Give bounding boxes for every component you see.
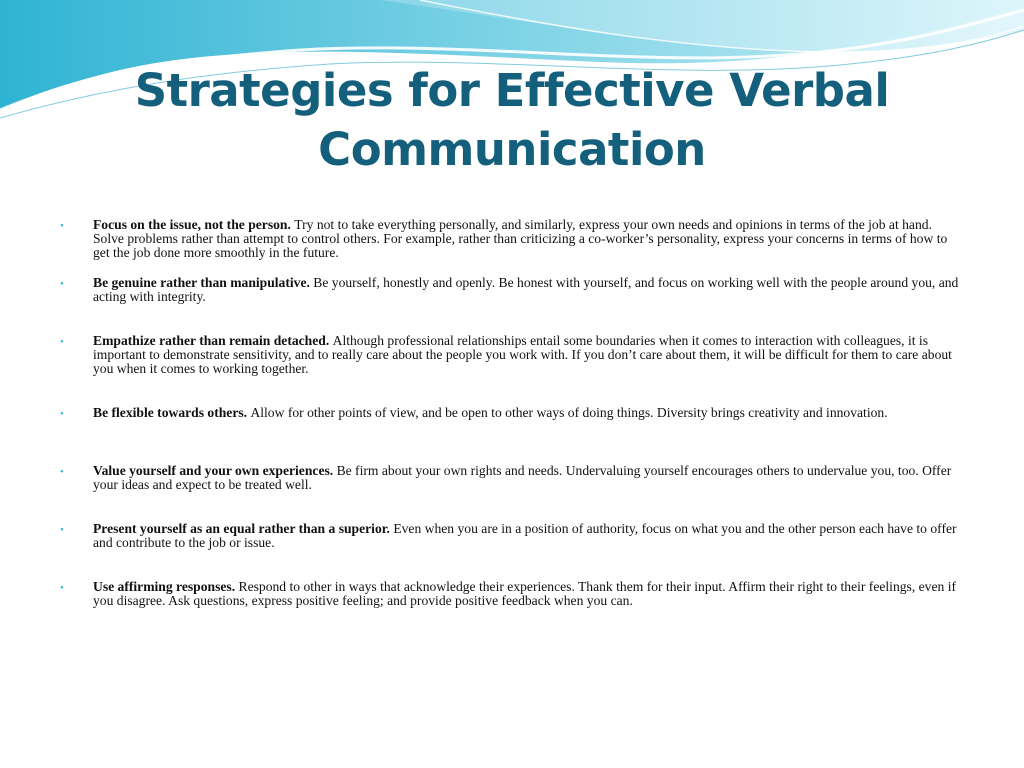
bullet-text: Even when you are in a position of authority, focus on what you and the other person each have to offer and contribute to the job or issue. [93,521,957,550]
bullet-heading: Be genuine rather than manipulative. [93,275,314,290]
bullet-heading: Focus on the issue, not the person. [93,217,295,232]
slide-title-line-1: Strategies for Effective Verbal [134,64,890,117]
slide-title [0,62,1024,179]
bullet-icon: • [60,582,64,594]
bullet-text: Be firm about your own rights and needs. Undervaluing yourself encourages others to undervalue you, too. Offer your ideas and expect to be treated well. [93,463,952,492]
bullet-text: Allow for other points of view, and be open to other ways of doing things. Diversity brings creativity and innovation. [250,405,888,420]
list-item [60,580,960,638]
list-item [60,406,960,464]
bullet-icon: • [60,408,64,420]
bullet-icon: • [60,336,64,348]
bullet-text: Respond to other in ways that acknowledge their experiences. Thank them for their input. Affirm their right to their feelings, even if you disagree. Ask questions, express positive feeling; and provide positive feedback when you can. [93,579,957,608]
bullet-text: Try not to take everything personally, and similarly, express your own needs and opinions in terms of the job at hand. Solve problems rather than attempt to control others. For example, rather than criticizing a co-worker’s personality, express your concerns in terms of how to get the job done more smoothly in the future. [93,217,948,260]
list-item [60,522,960,580]
bullet-icon: • [60,524,64,536]
bullet-heading: Empathize rather than remain detached. [93,333,333,348]
bullet-heading: Value yourself and your own experiences. [93,463,337,478]
bullet-text: Be yourself, honestly and openly. Be honest with yourself, and focus on working well with the people around you, and acting with integrity. [93,275,959,304]
bullet-heading: Present yourself as an equal rather than a superior. [93,521,394,536]
list-item [60,276,960,334]
list-item [60,218,960,276]
bullet-list [60,218,960,638]
list-item [60,334,960,406]
bullet-heading: Use affirming responses. [93,579,239,594]
bullet-icon: • [60,220,64,232]
bullet-icon: • [60,466,64,478]
bullet-icon: • [60,278,64,290]
bullet-heading: Be flexible towards others. [93,405,251,420]
bullet-text: Although professional relationships entail some boundaries when it comes to interaction with colleagues, it is important to demonstrate sensitivity, and to really care about the people you work with. If you don’t care about them, it will be difficult for them to care about you when it comes to working together. [93,333,952,376]
list-item [60,464,960,522]
slide-title-line-2: Communication [318,122,706,176]
